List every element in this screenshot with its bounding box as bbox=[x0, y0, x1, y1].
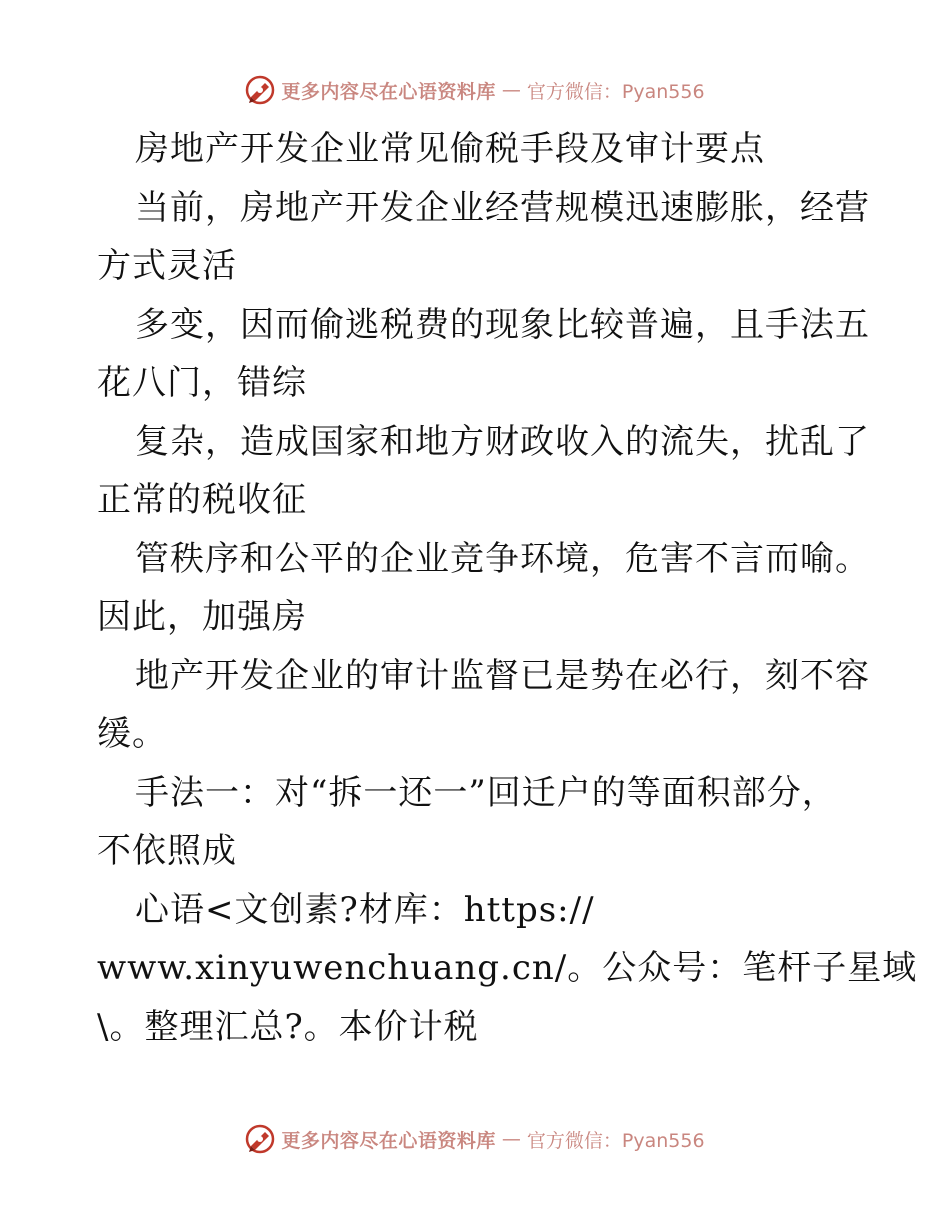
paragraph-line: 方式灵活 bbox=[97, 246, 237, 286]
header-banner bbox=[0, 70, 950, 110]
banner-contact: 官方微信：Pyan556 bbox=[526, 1129, 705, 1152]
paragraph-line: 花八门，错综 bbox=[97, 363, 307, 403]
banner-title: 更多内容尽在心语资料库 bbox=[281, 1129, 496, 1152]
paragraph-line: 地产开发企业的审计监督已是势在必行，刻不容 bbox=[135, 655, 870, 696]
paragraph-line: 因此，加强房 bbox=[97, 597, 307, 637]
paragraph-line: www.xinyuwenchuang.cn/。公众号：笔杆子星域 bbox=[97, 948, 918, 988]
pen-logo-icon bbox=[245, 1124, 275, 1154]
document-body bbox=[97, 120, 918, 1056]
footer-banner bbox=[0, 1119, 950, 1159]
banner-separator: — bbox=[501, 1128, 521, 1150]
banner-contact: 官方微信：Pyan556 bbox=[526, 80, 705, 103]
paragraph-line: 管秩序和公平的企业竞争环境，危害不言而喻。 bbox=[135, 538, 870, 579]
banner-separator: — bbox=[501, 79, 521, 101]
paragraph-line: 多变，因而偷逃税费的现象比较普遍，且手法五 bbox=[135, 304, 870, 345]
paragraph-line: 缓。 bbox=[97, 714, 167, 754]
paragraph-line: 心语<文创素?材库：https:// bbox=[135, 889, 595, 930]
paragraph-line: 不依照成 bbox=[97, 831, 237, 871]
paragraph-line: 复杂，造成国家和地方财政收入的流失，扰乱了 bbox=[135, 421, 870, 462]
paragraph-line: 正常的税收征 bbox=[97, 480, 307, 520]
banner-title: 更多内容尽在心语资料库 bbox=[281, 80, 496, 103]
doc-title: 房地产开发企业常见偷税手段及审计要点 bbox=[135, 129, 765, 169]
pen-logo-icon bbox=[245, 75, 275, 105]
paragraph-line: \。整理汇总?。本价计税 bbox=[97, 1006, 479, 1047]
paragraph-line: 手法一：对“拆一还一”回迁户的等面积部分， bbox=[135, 772, 837, 813]
paragraph-line: 当前，房地产开发企业经营规模迅速膨胀，经营 bbox=[135, 187, 870, 228]
